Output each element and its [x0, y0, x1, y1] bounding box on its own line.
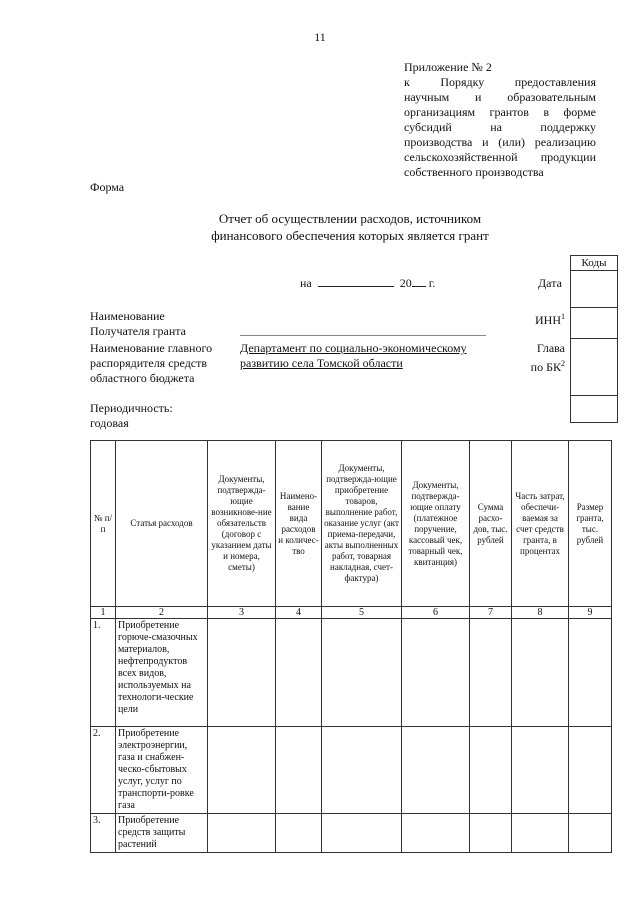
table-row — [91, 814, 612, 853]
codes-table — [570, 255, 618, 423]
bk-label: Глава по $БК^2$ — [530, 341, 565, 374]
date-year-field[interactable] — [412, 276, 426, 287]
col-number: 7 — [470, 607, 512, 619]
data-cell[interactable] — [569, 727, 612, 814]
column-numbers-row — [91, 607, 612, 619]
periodicity — [90, 401, 173, 431]
recipient-name-field[interactable] — [240, 334, 486, 336]
page-number: 11 — [314, 30, 326, 44]
row-number: 1. — [91, 619, 116, 727]
col-number: 3 — [208, 607, 276, 619]
col-header: Часть затрат, обеспечи-ваемая за счет средств гранта, в процентах — [512, 441, 569, 607]
data-cell[interactable] — [512, 727, 569, 814]
data-cell[interactable] — [276, 727, 322, 814]
col-header: № п/п — [91, 441, 116, 607]
appendix-line: сельскохозяйственной продукции — [404, 150, 596, 164]
table-row — [91, 727, 612, 814]
data-cell[interactable] — [208, 619, 276, 727]
col-header: Документы, подтвержда-ющие возникнове-ние обязательств (договор с указанием даты и номера, сметы) — [208, 441, 276, 607]
code-periodicity-cell[interactable] — [571, 396, 618, 423]
data-cell[interactable] — [276, 619, 322, 727]
appendix-line: производства и (или) реализацию — [404, 135, 596, 149]
manager-value: Департамент по социально-экономическому развитию села Томской области — [240, 341, 467, 370]
expenses-table — [90, 440, 612, 853]
data-cell[interactable] — [470, 814, 512, 853]
row-number: 2. — [91, 727, 116, 814]
date-label: Дата — [538, 276, 562, 290]
col-number: 8 — [512, 607, 569, 619]
codes-header: Коды — [571, 256, 618, 271]
col-header: Документы, подтвержда-ющие приобретение товаров, выполнение работ, оказание услуг (акт приема-передачи, акты выполненных работ, товарная накладная, счет-фактура) — [322, 441, 402, 607]
report-date-line — [300, 276, 435, 291]
date-prefix: на — [300, 276, 312, 290]
table-header-row — [91, 441, 612, 607]
report-title-line2: финансового обеспечения которых является грант — [211, 228, 489, 243]
col-header: Документы, подтвержда-ющие оплату (платежное поручение, кассовый чек, товарный чек, квитанция) — [402, 441, 470, 607]
data-cell[interactable] — [402, 814, 470, 853]
data-cell[interactable] — [512, 814, 569, 853]
date-suffix: г. — [428, 276, 436, 290]
appendix-line: организациям грантов в форме — [404, 105, 596, 119]
data-cell[interactable] — [276, 814, 322, 853]
col-number: 4 — [276, 607, 322, 619]
expense-item: Приобретение средств защиты растений — [116, 814, 208, 853]
col-number: 1 — [91, 607, 116, 619]
data-cell[interactable] — [322, 814, 402, 853]
data-cell[interactable] — [208, 727, 276, 814]
table-row — [91, 619, 612, 727]
col-number: 6 — [402, 607, 470, 619]
appendix-title: Приложение № 2 — [404, 60, 492, 74]
col-header: Сумма расхо-дов, тыс. рублей — [470, 441, 512, 607]
expense-item: Приобретение горюче-смазочных материалов, нефтепродуктов всех видов, используемых на технологи-ческие цели — [116, 619, 208, 727]
appendix-line-last: собственного производства — [404, 165, 544, 179]
appendix-block — [404, 60, 596, 180]
date-day-month-field[interactable] — [318, 276, 394, 287]
periodicity-label: Периодичность: — [90, 401, 173, 415]
expense-item: Приобретение электроэнергии, газа и снабжен-ческо-сбытовых услуг, услуг по транспорти-ровке газа — [116, 727, 208, 814]
appendix-line: к Порядку предоставления — [404, 75, 596, 89]
inn-label: ИНН$^1$ — [535, 312, 565, 327]
report-title-line1: Отчет об осуществлении расходов, источником — [218, 211, 482, 226]
data-cell[interactable] — [569, 814, 612, 853]
data-cell[interactable] — [322, 619, 402, 727]
code-date-cell[interactable] — [571, 271, 618, 308]
data-cell[interactable] — [470, 619, 512, 727]
appendix-line: субсидий на поддержку — [404, 120, 596, 134]
data-cell[interactable] — [322, 727, 402, 814]
data-cell[interactable] — [512, 619, 569, 727]
manager-label: Наименование главного распорядителя средств областного бюджета — [90, 341, 213, 385]
data-cell[interactable] — [402, 727, 470, 814]
col-number: 2 — [116, 607, 208, 619]
recipient-label: Наименование Получателя гранта — [90, 309, 187, 338]
data-cell[interactable] — [208, 814, 276, 853]
report-title — [150, 210, 550, 244]
form-label: Форма — [90, 180, 125, 194]
code-inn-cell[interactable] — [571, 308, 618, 339]
col-header: Наимено-вание вида расходов и количес-тво — [276, 441, 322, 607]
col-header: Размер гранта, тыс. рублей — [569, 441, 612, 607]
date-year-prefix: 20 — [399, 276, 412, 290]
data-cell[interactable] — [402, 619, 470, 727]
appendix-line: научным и образовательным — [404, 90, 596, 104]
periodicity-value: годовая — [90, 416, 129, 430]
row-number: 3. — [91, 814, 116, 853]
col-number: 9 — [569, 607, 612, 619]
data-cell[interactable] — [470, 727, 512, 814]
col-number: 5 — [322, 607, 402, 619]
col-header: Статья расходов — [116, 441, 208, 607]
code-bk-cell[interactable] — [571, 339, 618, 396]
data-cell[interactable] — [569, 619, 612, 727]
